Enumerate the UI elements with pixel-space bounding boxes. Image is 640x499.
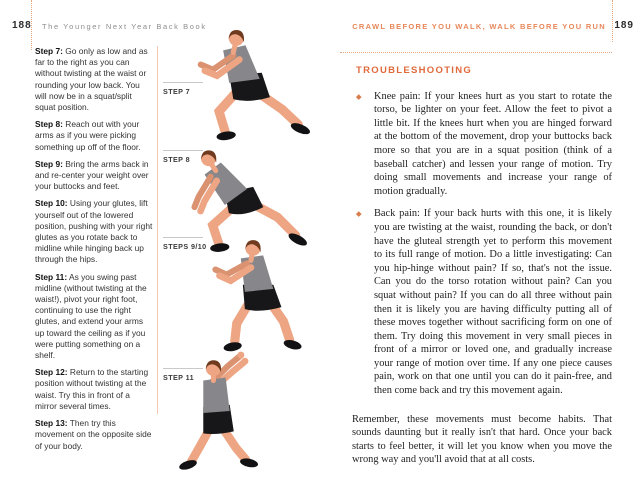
book-title: The Younger Next Year Back Book	[42, 22, 207, 31]
bullet-item	[352, 207, 612, 397]
step-paragraph	[35, 46, 153, 113]
caption-text: STEP 8	[163, 155, 191, 164]
step-paragraph	[35, 119, 153, 153]
step-paragraph	[35, 272, 153, 362]
step-label: Step 9:	[35, 158, 63, 169]
exercise-figure-step-11	[148, 348, 286, 472]
step-label: Step 8:	[35, 119, 63, 130]
step-text: Then try this movement on the opposite side of your body.	[35, 418, 152, 451]
steps-column	[35, 46, 153, 458]
step-label: Step 11:	[35, 271, 68, 282]
bullet-text: Back pain: If your back hurts with this one, it is likely you are twisting at the waist, rounding the back, or don't have the gluteal strength yet to perform this movement to its full range of motion. Do a little investigating: Can you hip-hinge without pain? If so, that's not the issue. Can you do the torso rotation without pain? Can you squat without pain? If you can do all three without pain then it is likely you are having difficulty putting all of these moves together without sacrificing form on one of them. Try doing this movement in very small pieces in front of a mirror or loved one, and gradually increase your range of motion over time. If any one piece causes pain, work on that one until you can do it pain-free, and then come back and try this movement again.	[374, 208, 612, 397]
running-title: CRAWL BEFORE YOU WALK, WALK BEFORE YOU RUN	[352, 22, 606, 31]
step-label: Step 13:	[35, 418, 68, 429]
step-text: Using your glutes, lift yourself out of the lowered position, pushing with your right glutes as you rotate back to midline while hinging back up through the hips.	[35, 198, 153, 265]
step-text: As you swing past midline (without twisting at the waist!), pivot your right foot, continuing to use the right glutes, and extend your arms up toward the ceiling as if you were putting something on a shelf.	[35, 271, 147, 361]
caption-text: STEP 11	[163, 373, 195, 382]
caption-text: STEP 7	[163, 87, 191, 96]
header-dotted-divider-right	[612, 0, 613, 42]
page-right	[320, 0, 640, 499]
step-text: Bring the arms back in and re-center your weight over your buttocks and feet.	[35, 158, 149, 192]
step-text: Return to the starting position without twisting at the waist. Try this in front of a mirror several times.	[35, 367, 149, 411]
page-number-right: 189	[614, 20, 634, 31]
step-label: Step 10:	[35, 198, 68, 209]
caption-text: STEPS 9/10	[163, 242, 207, 251]
closing-paragraph: Remember, these movements must become habits. That sounds daunting but it really isn't that hard. Once your back starts to feel better, it will let you know when you move the wrong way and you'll avoid that at all costs.	[352, 413, 612, 466]
step-text: Go only as low and as far to the right as you can without twisting at the waist or rounding your low back. You will now be in a squat/split squat position.	[35, 46, 148, 113]
header-dotted-rule	[340, 52, 612, 53]
bullet-item	[352, 90, 612, 199]
section-heading: TROUBLESHOOTING	[356, 65, 473, 76]
troubleshooting-section	[352, 64, 612, 477]
bullet-text: Knee pain: If your knees hurt as you start to rotate the torso, be lighter on your feet. Allow the feet to pivot a little bit. If the knees hurt when you are hinged forward at the bottom of the movement, drop your buttocks back more so that you are in a squat position (think of a baseball catcher) and lessen your range of motion. Try doing small movements and increase your range of motion gradually.	[374, 90, 612, 197]
step-paragraph	[35, 367, 153, 412]
step-paragraph	[35, 159, 153, 193]
step-text: Reach out with your arms as if you were picking something up off of the floor.	[35, 119, 141, 152]
step-paragraph	[35, 418, 153, 452]
page-number-left: 188	[12, 20, 32, 31]
step-label: Step 7:	[35, 46, 63, 56]
step-paragraph	[35, 198, 153, 265]
bullet-list	[352, 90, 612, 398]
step-label: Step 12:	[35, 367, 68, 378]
bullet-diamond-icon	[356, 94, 361, 99]
exercise-figure-steps-9-10	[188, 238, 318, 358]
header-dotted-divider-left	[31, 0, 32, 50]
bullet-diamond-icon	[356, 212, 361, 217]
exercise-figure-step-7	[172, 28, 320, 148]
